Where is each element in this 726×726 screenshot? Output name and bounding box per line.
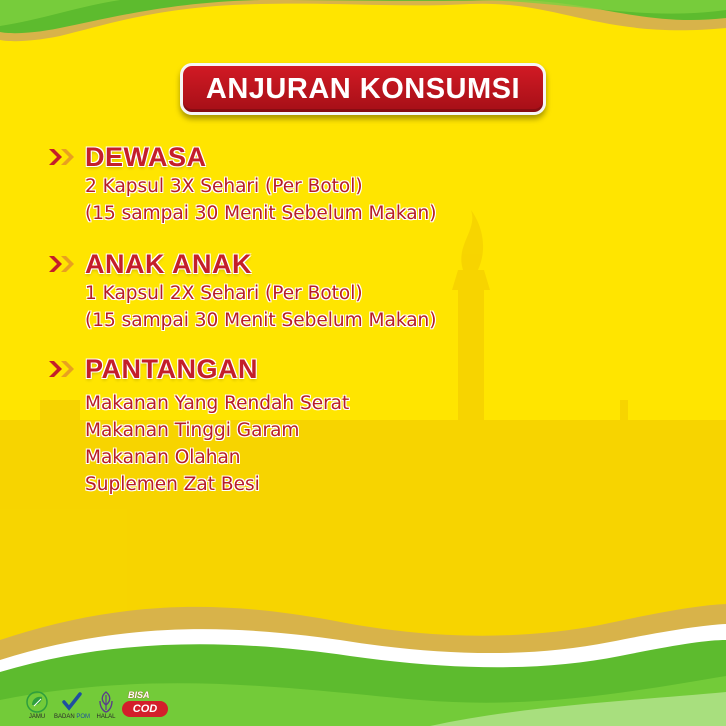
section-pantangan xyxy=(47,353,349,498)
section-anak-anak xyxy=(47,248,436,334)
halal-label: HALAL xyxy=(96,714,116,720)
section-title: PANTANGAN xyxy=(85,353,258,384)
instruction-line: (15 sampai 30 Menit Sebelum Makan) xyxy=(85,203,437,224)
double-chevron-right-icon xyxy=(47,254,81,274)
cod-label: COD xyxy=(132,703,158,715)
halal-emblem-icon xyxy=(96,691,116,713)
restriction-line: Makanan Olahan xyxy=(85,447,241,468)
certification-logos xyxy=(26,680,170,720)
pom-label-b: POM xyxy=(76,714,91,720)
title-badge xyxy=(180,63,546,115)
pom-check-icon xyxy=(61,691,83,713)
pom-label-a: BADAN xyxy=(54,714,75,720)
jamu-leaf-icon xyxy=(26,691,48,713)
double-chevron-right-icon xyxy=(47,359,81,379)
bisa-label: BISA xyxy=(128,690,150,700)
halal-logo xyxy=(96,691,116,720)
instruction-line: 1 Kapsul 2X Sehari (Per Botol) xyxy=(85,283,363,304)
restriction-line: Suplemen Zat Besi xyxy=(85,474,260,495)
double-chevron-right-icon xyxy=(47,147,81,167)
page-title: ANJURAN KONSUMSI xyxy=(205,72,521,105)
jamu-logo xyxy=(26,691,48,720)
restriction-line: Makanan Tinggi Garam xyxy=(85,420,300,441)
instruction-line: 2 Kapsul 3X Sehari (Per Botol) xyxy=(85,176,363,197)
badan-pom-logo xyxy=(54,691,90,720)
instruction-line: (15 sampai 30 Menit Sebelum Makan) xyxy=(85,310,437,331)
jamu-label: JAMU xyxy=(28,714,46,720)
restriction-line: Makanan Yang Rendah Serat xyxy=(85,393,350,414)
section-title: DEWASA xyxy=(85,141,207,172)
bisa-cod-logo xyxy=(122,690,170,720)
section-dewasa xyxy=(47,141,436,227)
section-title: ANAK ANAK xyxy=(85,248,252,279)
